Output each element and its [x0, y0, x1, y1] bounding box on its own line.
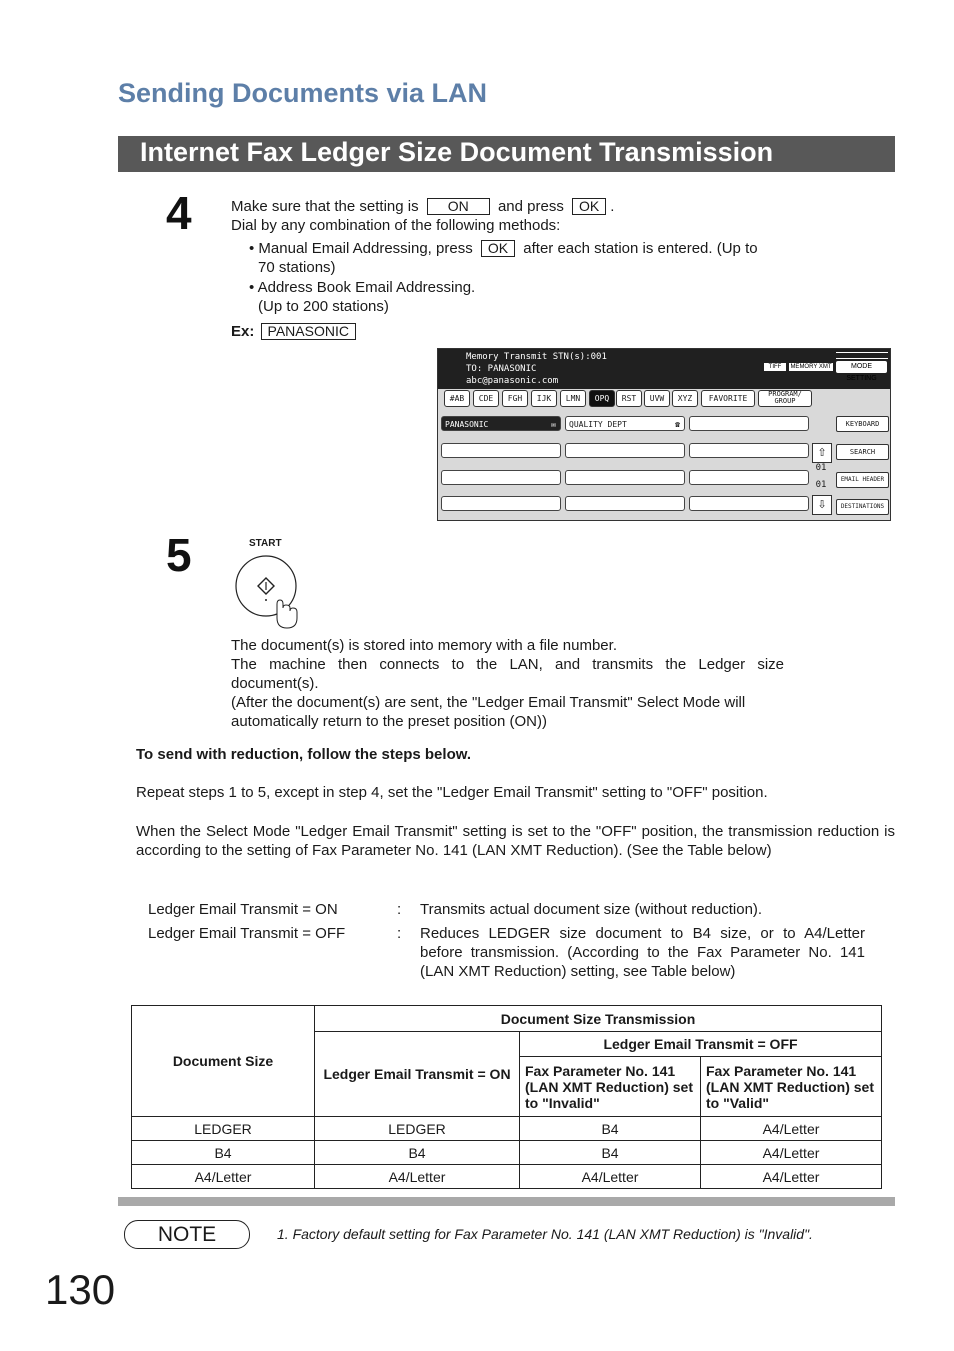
table-cell: A4/Letter — [701, 1117, 882, 1141]
note-label: NOTE — [124, 1220, 250, 1249]
lcd-status-area — [438, 349, 890, 389]
table-cell: A4/Letter — [132, 1165, 315, 1189]
tab-rst[interactable]: RST — [616, 390, 642, 407]
entry-slot[interactable] — [689, 443, 809, 458]
table-row — [132, 1141, 882, 1165]
reduction-heading: To send with reduction, follow the steps below. — [136, 746, 472, 763]
page-total: 01 — [815, 480, 827, 490]
tab-uvw[interactable]: UVW — [644, 390, 670, 407]
entry-slot[interactable] — [565, 470, 685, 485]
step-number-5: 5 — [166, 529, 192, 581]
page-current: 01 — [815, 463, 827, 473]
search-button[interactable]: SEARCH — [836, 444, 889, 460]
entry-slot[interactable] — [441, 470, 561, 485]
step4-bullet2: • Address Book Email Addressing. — [249, 279, 476, 296]
header-off: Ledger Email Transmit = OFF — [520, 1032, 882, 1057]
table-row — [132, 1117, 882, 1141]
header-transmission: Document Size Transmission — [315, 1006, 882, 1032]
step5-text — [231, 636, 784, 731]
ok-key: OK — [572, 198, 606, 215]
phone-icon: ☎ — [675, 420, 680, 429]
entry-slot[interactable] — [441, 443, 561, 458]
start-label: START — [249, 538, 282, 549]
step5-para2: The machine then connects to the LAN, and transmits the Ledger size document(s). — [231, 656, 784, 692]
table-cell: B4 — [132, 1141, 315, 1165]
step-number-4: 4 — [166, 187, 192, 239]
lcd-line1: Memory Transmit STN(s):001 — [466, 352, 607, 362]
ex-label: Ex: — [231, 323, 255, 340]
section-title: Sending Documents via LAN — [118, 78, 488, 108]
header-valid: Fax Parameter No. 141 (LAN XMT Reduction) set to "Valid" — [701, 1057, 882, 1117]
entry-panasonic-label: PANASONIC — [445, 420, 489, 429]
note-text: 1. Factory default setting for Fax Parameter No. 141 (LAN XMT Reduction) is "Invalid". — [277, 1226, 813, 1242]
step5-para1: The document(s) is stored into memory with a file number. — [231, 637, 617, 654]
email-header-button[interactable]: EMAIL HEADER — [836, 472, 889, 488]
header-invalid: Fax Parameter No. 141 (LAN XMT Reduction) set to "Invalid" — [520, 1057, 701, 1117]
def-on-colon: : — [397, 901, 402, 918]
ok-key-bullet: OK — [481, 240, 515, 257]
tab-program-group[interactable]: PROGRAM/ GROUP — [758, 390, 812, 407]
page-banner — [118, 136, 895, 172]
entry-slot[interactable] — [689, 470, 809, 485]
page-number: 130 — [45, 1266, 116, 1313]
scroll-down-icon[interactable]: ⇩ — [812, 495, 832, 515]
contrast-icon — [836, 352, 888, 359]
step4-bullet1 — [231, 239, 791, 258]
step4-line1 — [231, 197, 791, 216]
table-cell: A4/Letter — [315, 1165, 520, 1189]
entry-slot[interactable] — [565, 443, 685, 458]
entry-panasonic[interactable] — [441, 416, 561, 431]
tab-xyz[interactable]: XYZ — [672, 390, 698, 407]
step5-para3: (After the document(s) are sent, the "Ledger Email Transmit" Select Mode will automatically return to the preset position (ON)) — [231, 694, 746, 730]
on-key: ON — [427, 198, 490, 215]
tab-opq[interactable]: OPQ — [589, 390, 615, 407]
divider — [118, 1197, 895, 1206]
tab-cde[interactable]: CDE — [473, 390, 499, 407]
def-on-text: Transmits actual document size (without reduction). — [420, 901, 763, 918]
keyboard-button[interactable]: KEYBOARD — [836, 416, 889, 432]
def-off-label: Ledger Email Transmit = OFF — [148, 925, 346, 942]
entry-quality-dept-label: QUALITY DEPT — [569, 420, 627, 429]
bullet1-cont: 70 stations) — [258, 259, 336, 276]
step4-line1-mid: and press — [497, 198, 564, 215]
entry-slot[interactable] — [689, 496, 809, 511]
header-document-size: Document Size — [132, 1006, 315, 1117]
entry-slot[interactable] — [565, 496, 685, 511]
bullet1-post: after each station is entered. (Up to — [523, 240, 758, 257]
bullet2-cont: (Up to 200 stations) — [258, 298, 389, 315]
header-on: Ledger Email Transmit = ON — [315, 1032, 520, 1117]
reduction-repeat: Repeat steps 1 to 5, except in step 4, set the "Ledger Email Transmit" setting to "OFF" position. — [136, 784, 768, 801]
memory-xmt-badge: MEMORY XMT — [790, 364, 832, 370]
entry-slot[interactable] — [689, 416, 809, 431]
tab-fgh[interactable]: FGH — [502, 390, 528, 407]
table-cell: B4 — [520, 1117, 701, 1141]
step4-line1-pre: Make sure that the setting is — [231, 198, 419, 215]
tab-lmn[interactable]: LMN — [560, 390, 586, 407]
tab-ab[interactable]: #AB — [444, 390, 470, 407]
def-on-label: Ledger Email Transmit = ON — [148, 901, 338, 918]
start-button-icon — [233, 550, 303, 632]
lcd-screen — [437, 348, 891, 521]
table-cell: B4 — [520, 1141, 701, 1165]
document-size-table — [131, 1005, 882, 1189]
table-cell: A4/Letter — [701, 1165, 882, 1189]
lcd-line2: TO: PANASONIC — [466, 364, 537, 374]
table-row — [132, 1165, 882, 1189]
banner-title: Internet Fax Ledger Size Document Transmission — [140, 137, 774, 167]
destinations-button[interactable]: DESTINATIONS — [836, 499, 889, 515]
reduction-explain: When the Select Mode "Ledger Email Transmit" setting is set to the "OFF" position, the transmission reduction is according to the setting of Fax Parameter No. 141 (LAN XMT Reduction). (See the Table below) — [136, 823, 895, 859]
table-cell: LEDGER — [132, 1117, 315, 1141]
entry-quality-dept[interactable] — [565, 416, 685, 431]
bullet1-pre: • Manual Email Addressing, press — [249, 240, 473, 257]
envelope-icon: ✉ — [551, 420, 556, 429]
table-cell: A4/Letter — [701, 1141, 882, 1165]
def-off-colon: : — [397, 925, 402, 942]
step4-text — [231, 197, 791, 341]
entry-slot[interactable] — [441, 496, 561, 511]
table-cell: B4 — [315, 1141, 520, 1165]
panasonic-key: PANASONIC — [261, 323, 356, 340]
tiff-badge: TIFF — [764, 363, 786, 371]
table-cell: LEDGER — [315, 1117, 520, 1141]
example-line — [231, 322, 791, 341]
step4-line2: Dial by any combination of the following methods: — [231, 217, 561, 234]
mode-setting-button[interactable]: MODE SETTING — [836, 361, 887, 373]
lcd-line3: abc@panasonic.com — [466, 376, 559, 386]
tab-ijk[interactable]: IJK — [531, 390, 557, 407]
table-cell: A4/Letter — [520, 1165, 701, 1189]
tab-favorite[interactable]: FAVORITE — [701, 390, 755, 407]
def-off-text: Reduces LEDGER size document to B4 size, or to A4/Letter before transmission. (According to the Fax Parameter No. 141 (LAN XMT Reduction) setting, see Table below) — [420, 925, 865, 980]
scroll-up-icon[interactable]: ⇧ — [812, 443, 832, 463]
step4-line1-post: . — [610, 198, 615, 215]
